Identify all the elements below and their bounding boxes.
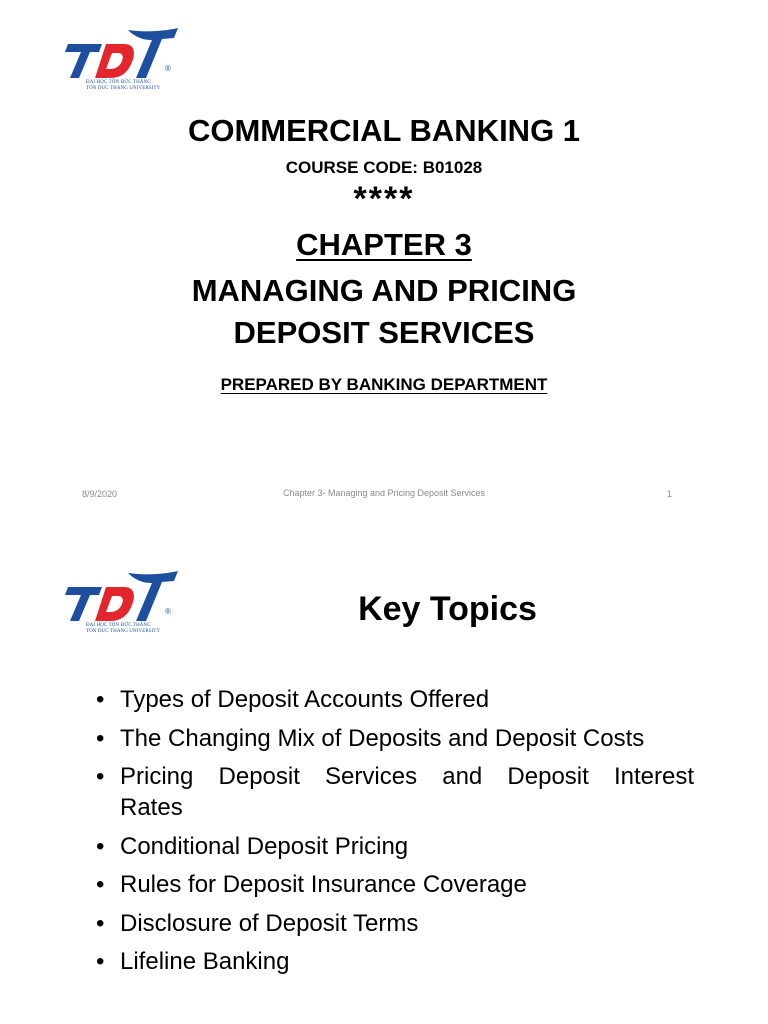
list-item: • The Changing Mix of Deposits and Deposit Costs [96,723,694,754]
course-code: COURSE CODE: B01028 [285,158,483,177]
list-item-line1: • Pricing Deposit Services and Deposit Interest [120,763,694,790]
prepared-by-text: PREPARED BY BANKING DEPARTMENT [220,375,548,394]
footer-date: 8/9/2020 [82,489,118,499]
footer-title: Chapter 3- Managing and Pricing Deposit Services [282,488,486,498]
registered-mark: ® [165,607,171,616]
chapter-label [0,227,768,263]
slide-title: Key Topics [358,590,537,628]
list-item [96,761,694,823]
logo-text-vietnamese: ĐẠI HỌC TÔN ĐỨC THẮNG [86,623,151,628]
list-item: • Disclosure of Deposit Terms [96,908,694,939]
university-logo [62,569,180,641]
list-item-line2: Rates [120,794,183,821]
topics-list [96,684,694,985]
logo-text-vietnamese: ĐẠI HỌC TÔN ĐỨC THẮNG [86,80,151,85]
chapter-heading-line1: MANAGING AND PRICING [191,273,577,308]
footer-page-number: 1 [667,489,673,499]
prepared-by [0,375,768,395]
chapter-heading-line2: DEPOSIT SERVICES [233,315,535,350]
list-item: • Conditional Deposit Pricing [96,831,694,862]
list-item: • Lifeline Banking [96,946,694,977]
list-item: • Rules for Deposit Insurance Coverage [96,869,694,900]
tdt-logo-icon [62,26,180,81]
stars-divider: **** [353,180,415,218]
list-item: • Types of Deposit Accounts Offered [96,684,694,715]
chapter-label-text: CHAPTER 3 [296,227,472,262]
registered-mark: ® [165,64,171,73]
course-title: COMMERCIAL BANKING 1 [187,113,581,148]
logo-text-english: TON DUC THANG UNIVERSITY [86,629,161,634]
logo-text-english: TON DUC THANG UNIVERSITY [86,86,161,91]
tdt-logo-icon [62,569,180,624]
university-logo [62,26,180,98]
